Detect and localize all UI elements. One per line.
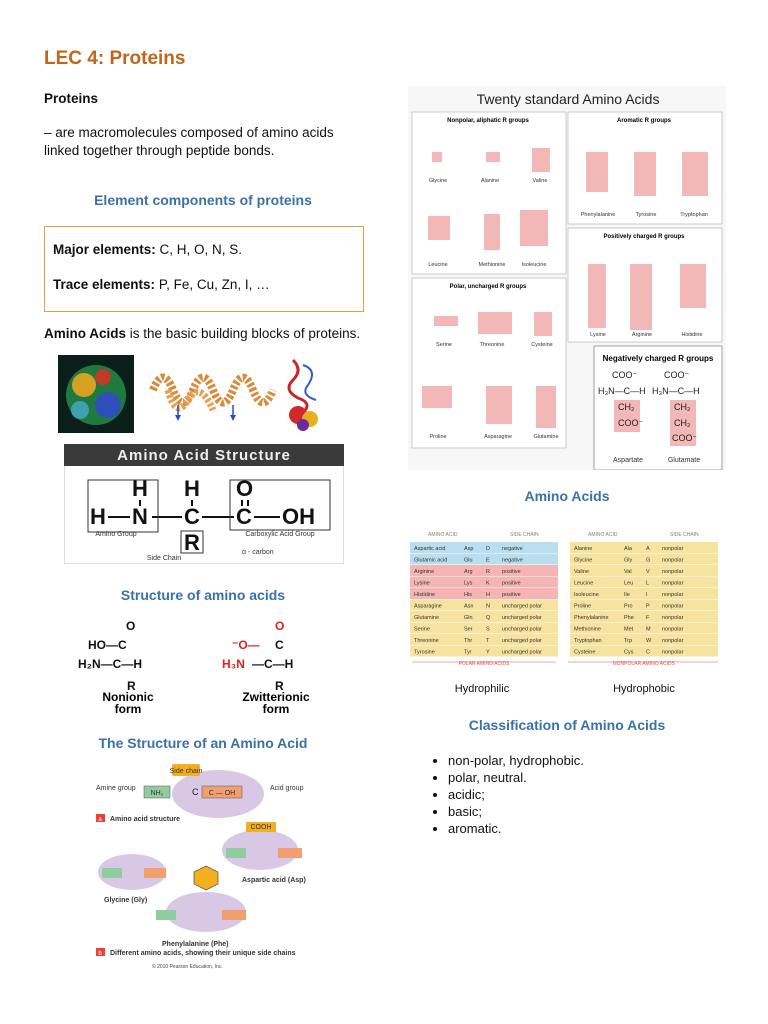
amino-acid-name: Glutamine xyxy=(533,434,559,440)
acid-group-label: Acid group xyxy=(270,785,304,792)
left-table-cell: Serine xyxy=(414,626,430,633)
amino-acid-name: Methionine xyxy=(478,262,506,268)
hydrophobic-caption: Hydrophobic xyxy=(613,683,675,695)
amino-acid-name: Threonine xyxy=(479,342,505,348)
left-table-cell: uncharged polar xyxy=(502,638,542,644)
left-table-cell: Ser xyxy=(464,626,473,633)
protein-images xyxy=(58,355,338,435)
left-table-cell: Q xyxy=(486,615,491,621)
protein-3d-image xyxy=(58,355,134,433)
right-table-cell: Leucine xyxy=(574,580,594,587)
right-row-bg xyxy=(570,565,718,576)
left-table-cell: N xyxy=(486,603,490,610)
atom-o: O xyxy=(236,476,254,501)
right-table-cell: Phenylalanine xyxy=(574,615,609,621)
right-table-cell: C xyxy=(646,649,650,656)
right-table-cell: Trp xyxy=(624,638,633,644)
left-table-cell: Arginine xyxy=(414,569,435,575)
right-table-cell: nonpolar xyxy=(662,580,684,587)
left-table-cell: H xyxy=(486,592,490,598)
side-chain-label: Side Chain xyxy=(146,555,182,562)
amino-acid-forms-figure xyxy=(70,618,350,714)
zwitter-r: R xyxy=(275,679,284,693)
right-table-cell: A xyxy=(646,546,650,552)
svg-text:NH₂: NH₂ xyxy=(150,790,164,797)
right-table-cell: Valine xyxy=(574,569,589,575)
table-right-header-sc: SIDE CHAIN xyxy=(670,532,699,538)
zwitter-chain: —C—H xyxy=(252,657,294,671)
svg-text:CH₂: CH₂ xyxy=(674,418,691,428)
amino-acid-name: Lysine xyxy=(590,332,606,338)
amino-group-label: Amino Group xyxy=(95,531,137,538)
left-table-cell: Thr xyxy=(464,638,473,644)
structure-of-an-amino-acid-heading: The Structure of an Amino Acid xyxy=(98,735,308,751)
left-table-cell: Threonine xyxy=(414,638,439,644)
right-table-cell: Pro xyxy=(624,603,633,610)
peptide-chain-image xyxy=(153,378,273,422)
right-table-cell: I xyxy=(646,592,648,598)
classification-heading: Classification of Amino Acids xyxy=(468,717,666,733)
left-table-cell: Aspartic acid xyxy=(414,546,446,552)
folded-protein-image xyxy=(289,360,318,431)
page-title: LEC 4: Proteins xyxy=(44,48,186,69)
element-components-heading: Element components of proteins xyxy=(94,192,312,208)
right-table-cell: nonpolar xyxy=(662,615,684,621)
proteins-definition-line2: linked together through peptide bonds. xyxy=(44,143,275,158)
right-table-cell: G xyxy=(646,557,651,564)
amino-acid-name: Isoleucine xyxy=(521,262,547,268)
left-table-cell: Histidine xyxy=(414,592,436,598)
svg-text:CH₂: CH₂ xyxy=(618,402,635,412)
left-table-cell: Arg xyxy=(464,569,473,575)
table-right-rows xyxy=(570,542,718,657)
table-left-header-aa: AMINO ACID xyxy=(428,532,458,538)
left-table-cell: positive xyxy=(502,580,521,587)
atom-c1: C xyxy=(184,504,200,529)
amino-acids-label: Amino Acids xyxy=(44,326,127,341)
left-table-cell: Tyrosine xyxy=(414,649,435,656)
amino-acids-heading: Amino Acids xyxy=(524,488,610,504)
proteins-heading: Proteins xyxy=(44,91,99,106)
atom-h1: H xyxy=(132,476,148,501)
major-elements-label: Major elements: xyxy=(53,242,156,257)
table-right-footer: NONPOLAR AMINO ACIDS xyxy=(613,661,675,667)
amino-acid-structure-figure xyxy=(64,444,344,564)
classification-item: • basic; xyxy=(448,803,584,820)
zwitter-o-minus: ⁻O— xyxy=(232,638,260,652)
right-table-cell: W xyxy=(646,638,652,644)
phenylalanine-label: Phenylalanine (Phe) xyxy=(162,941,229,948)
trace-elements-row xyxy=(53,277,270,292)
right-table-cell: Met xyxy=(624,626,634,633)
twenty-amino-acids-figure xyxy=(408,86,726,470)
atom-r: R xyxy=(184,530,200,555)
svg-text:a: a xyxy=(98,817,102,823)
svg-text:COO⁻: COO⁻ xyxy=(618,418,644,428)
table-left-footer: POLAR AMINO ACIDS xyxy=(458,661,510,667)
left-table-cell: Glutamic acid xyxy=(414,557,448,564)
left-table-cell: D xyxy=(486,546,490,552)
amino-acid-name: Arginine xyxy=(631,332,653,338)
left-table-cell: Y xyxy=(486,649,490,656)
left-table-cell: Lysine xyxy=(414,580,430,587)
amino-acid-name: Tyrosine xyxy=(635,212,657,218)
table-left-rows xyxy=(410,542,558,657)
left-table-cell: Glutamine xyxy=(414,615,440,621)
classification-item: • non-polar, hydrophobic. xyxy=(448,752,584,769)
trace-elements-label: Trace elements: xyxy=(53,277,156,292)
left-table-cell: Glu xyxy=(464,557,473,564)
amino-acid-name: Glycine xyxy=(428,178,448,184)
proteins-definition-line1: – are macromolecules composed of amino acids xyxy=(44,125,334,140)
nonionic-r: R xyxy=(127,679,136,693)
nonionic-h2n: H₂N—C—H xyxy=(78,657,142,671)
classification-item: • aromatic. xyxy=(448,820,584,837)
right-table-cell: nonpolar xyxy=(662,603,684,610)
alpha-carbon-label: α - carbon xyxy=(242,549,274,556)
svg-text:COOH: COOH xyxy=(250,824,272,831)
group-negative: Negatively charged R groups xyxy=(602,354,714,363)
amino-acid-name: Aspartate xyxy=(613,457,643,464)
zwitter-c1: C xyxy=(275,638,284,652)
amino-acid-name: Alanine xyxy=(480,178,500,184)
elements-box xyxy=(44,226,364,312)
left-table-cell: Tyr xyxy=(464,649,472,656)
amino-acid-name: Phenylalanine xyxy=(580,212,616,218)
left-table-cell: positive xyxy=(502,569,521,575)
atom-oh: OH xyxy=(282,504,315,529)
amino-acids-text: is the basic building blocks of proteins. xyxy=(126,326,361,341)
svg-text:COO⁻: COO⁻ xyxy=(672,433,698,443)
copyright: © 2010 Pearson Education, Inc. xyxy=(152,964,223,970)
table-left-header-sc: SIDE CHAIN xyxy=(510,532,539,538)
svg-text:COO⁻: COO⁻ xyxy=(664,370,690,380)
left-table-cell: His xyxy=(464,592,472,598)
right-table-cell: nonpolar xyxy=(662,649,684,656)
left-table-cell: uncharged polar xyxy=(502,603,542,610)
svg-text:CH₂: CH₂ xyxy=(674,402,691,412)
right-table-cell: nonpolar xyxy=(662,557,684,564)
svg-text:C — OH: C — OH xyxy=(208,790,236,797)
right-table-cell: nonpolar xyxy=(662,569,684,575)
amino-acid-name: Asparagine xyxy=(484,434,512,440)
zwitter-h3n: H₃N xyxy=(222,657,245,671)
right-table-cell: Glycine xyxy=(574,557,593,564)
left-table-cell: Asp xyxy=(464,546,474,552)
left-table-cell: uncharged polar xyxy=(502,615,542,621)
amino-acid-name: Leucine xyxy=(428,262,448,268)
left-table-cell: T xyxy=(486,638,490,644)
left-row-bg xyxy=(410,577,558,588)
right-table-cell: Leu xyxy=(624,580,634,587)
caption-a: Amino acid structure xyxy=(110,816,181,823)
major-elements-row xyxy=(53,242,242,257)
right-table-cell: Alanine xyxy=(574,546,593,552)
amino-acid-name: Cysteine xyxy=(531,342,553,348)
amino-acids-sentence xyxy=(44,325,360,343)
structure-banner: Amino Acid Structure xyxy=(117,447,291,464)
aspartic-label: Aspartic acid (Asp) xyxy=(242,877,306,884)
svg-text:H₃N—C—H: H₃N—C—H xyxy=(598,386,646,396)
left-table-cell: K xyxy=(486,580,490,587)
amine-group-label: Amine group xyxy=(96,785,136,792)
table-right-header-aa: AMINO ACID xyxy=(588,532,618,538)
right-table-cell: P xyxy=(646,603,650,610)
side-chain-label-2: Side chain xyxy=(169,768,203,775)
right-table-cell: Tryptophan xyxy=(574,638,602,644)
right-table-cell: L xyxy=(646,580,650,587)
right-table-cell: M xyxy=(646,626,651,633)
amino-acid-name: Tryptophan xyxy=(680,212,708,218)
amino-acid-table xyxy=(408,528,726,696)
left-table-cell: S xyxy=(486,626,490,633)
carboxylic-label: Carboxylic Acid Group xyxy=(245,531,315,538)
left-table-cell: Gln xyxy=(464,615,473,621)
group-polar: Polar, uncharged R groups xyxy=(449,284,527,290)
left-table-cell: uncharged polar xyxy=(502,649,542,656)
left-table-cell: R xyxy=(486,569,490,575)
right-table-cell: Ala xyxy=(624,546,632,552)
left-table-cell: negative xyxy=(502,546,523,552)
nonionic-label: Nonionic form xyxy=(102,690,154,714)
major-elements-value: C, H, O, N, S. xyxy=(155,242,243,257)
right-table-cell: Cys xyxy=(624,649,634,656)
right-table-cell: Gly xyxy=(624,557,633,564)
nonionic-o: O xyxy=(126,619,136,633)
right-table-cell: nonpolar xyxy=(662,638,684,644)
atom-h2: H xyxy=(184,476,200,501)
amino-acid-name: Serine xyxy=(436,342,452,348)
twenty-title: Twenty standard Amino Acids xyxy=(476,91,660,107)
left-table-cell: Asn xyxy=(464,603,474,610)
left-table-cell: negative xyxy=(502,557,523,564)
svg-text:b: b xyxy=(98,951,102,957)
right-table-cell: Isoleucine xyxy=(574,592,599,598)
amino-acid-name: Glutamate xyxy=(667,457,701,464)
right-row-bg xyxy=(570,600,718,611)
hydrophilic-caption: Hydrophilic xyxy=(454,683,510,695)
caption-b: Different amino acids, showing their unique side chains xyxy=(110,950,296,957)
right-table-cell: Val xyxy=(624,569,632,575)
classification-item: • polar, neutral. xyxy=(448,769,584,786)
atom-h3: H xyxy=(90,504,106,529)
right-table-cell: Cysteine xyxy=(574,649,596,656)
svg-text:COO⁻: COO⁻ xyxy=(612,370,638,380)
right-table-cell: nonpolar xyxy=(662,626,684,633)
structure-of-amino-acids-heading: Structure of amino acids xyxy=(120,587,286,603)
zwitter-o: O xyxy=(275,619,285,633)
group-aromatic: Aromatic R groups xyxy=(616,118,672,124)
right-table-cell: nonpolar xyxy=(662,546,684,552)
left-table-cell: uncharged polar xyxy=(502,626,542,633)
aromatic-names xyxy=(581,212,708,218)
amino-acid-name: Histidine xyxy=(681,332,703,338)
right-table-cell: Ile xyxy=(624,592,630,598)
atom-c2: C xyxy=(236,504,252,529)
right-table-cell: F xyxy=(646,615,650,621)
right-table-cell: V xyxy=(646,569,650,575)
nonionic-ho: HO—C xyxy=(88,638,127,652)
right-table-cell: Methionine xyxy=(574,626,601,633)
svg-text:H₃N—C—H: H₃N—C—H xyxy=(652,386,700,396)
left-table-cell: E xyxy=(486,557,490,564)
left-table-cell: Lys xyxy=(464,580,473,587)
right-table-cell: Proline xyxy=(574,603,592,610)
right-table-cell: nonpolar xyxy=(662,592,684,598)
amino-acid-name: Proline xyxy=(429,434,447,440)
group-positive: Positively charged R groups xyxy=(603,234,685,240)
classification-item: • acidic; xyxy=(448,786,584,803)
left-table-cell: positive xyxy=(502,592,521,598)
classification-list xyxy=(428,752,584,837)
trace-elements-value: P, Fe, Cu, Zn, I, … xyxy=(155,277,270,292)
right-table-cell: Phe xyxy=(624,615,634,621)
amino-acid-name: Valine xyxy=(532,178,548,184)
atom-n: N xyxy=(132,504,148,529)
glycine-label: Glycine (Gly) xyxy=(104,897,148,904)
amino-acid-diagram-figure xyxy=(92,762,320,970)
zwitterionic-label: Zwitterionic form xyxy=(242,690,310,714)
left-table-cell: Asparagine xyxy=(414,603,442,610)
group-nonpolar: Nonpolar, aliphatic R groups xyxy=(447,118,529,124)
svg-text:C: C xyxy=(192,787,199,797)
